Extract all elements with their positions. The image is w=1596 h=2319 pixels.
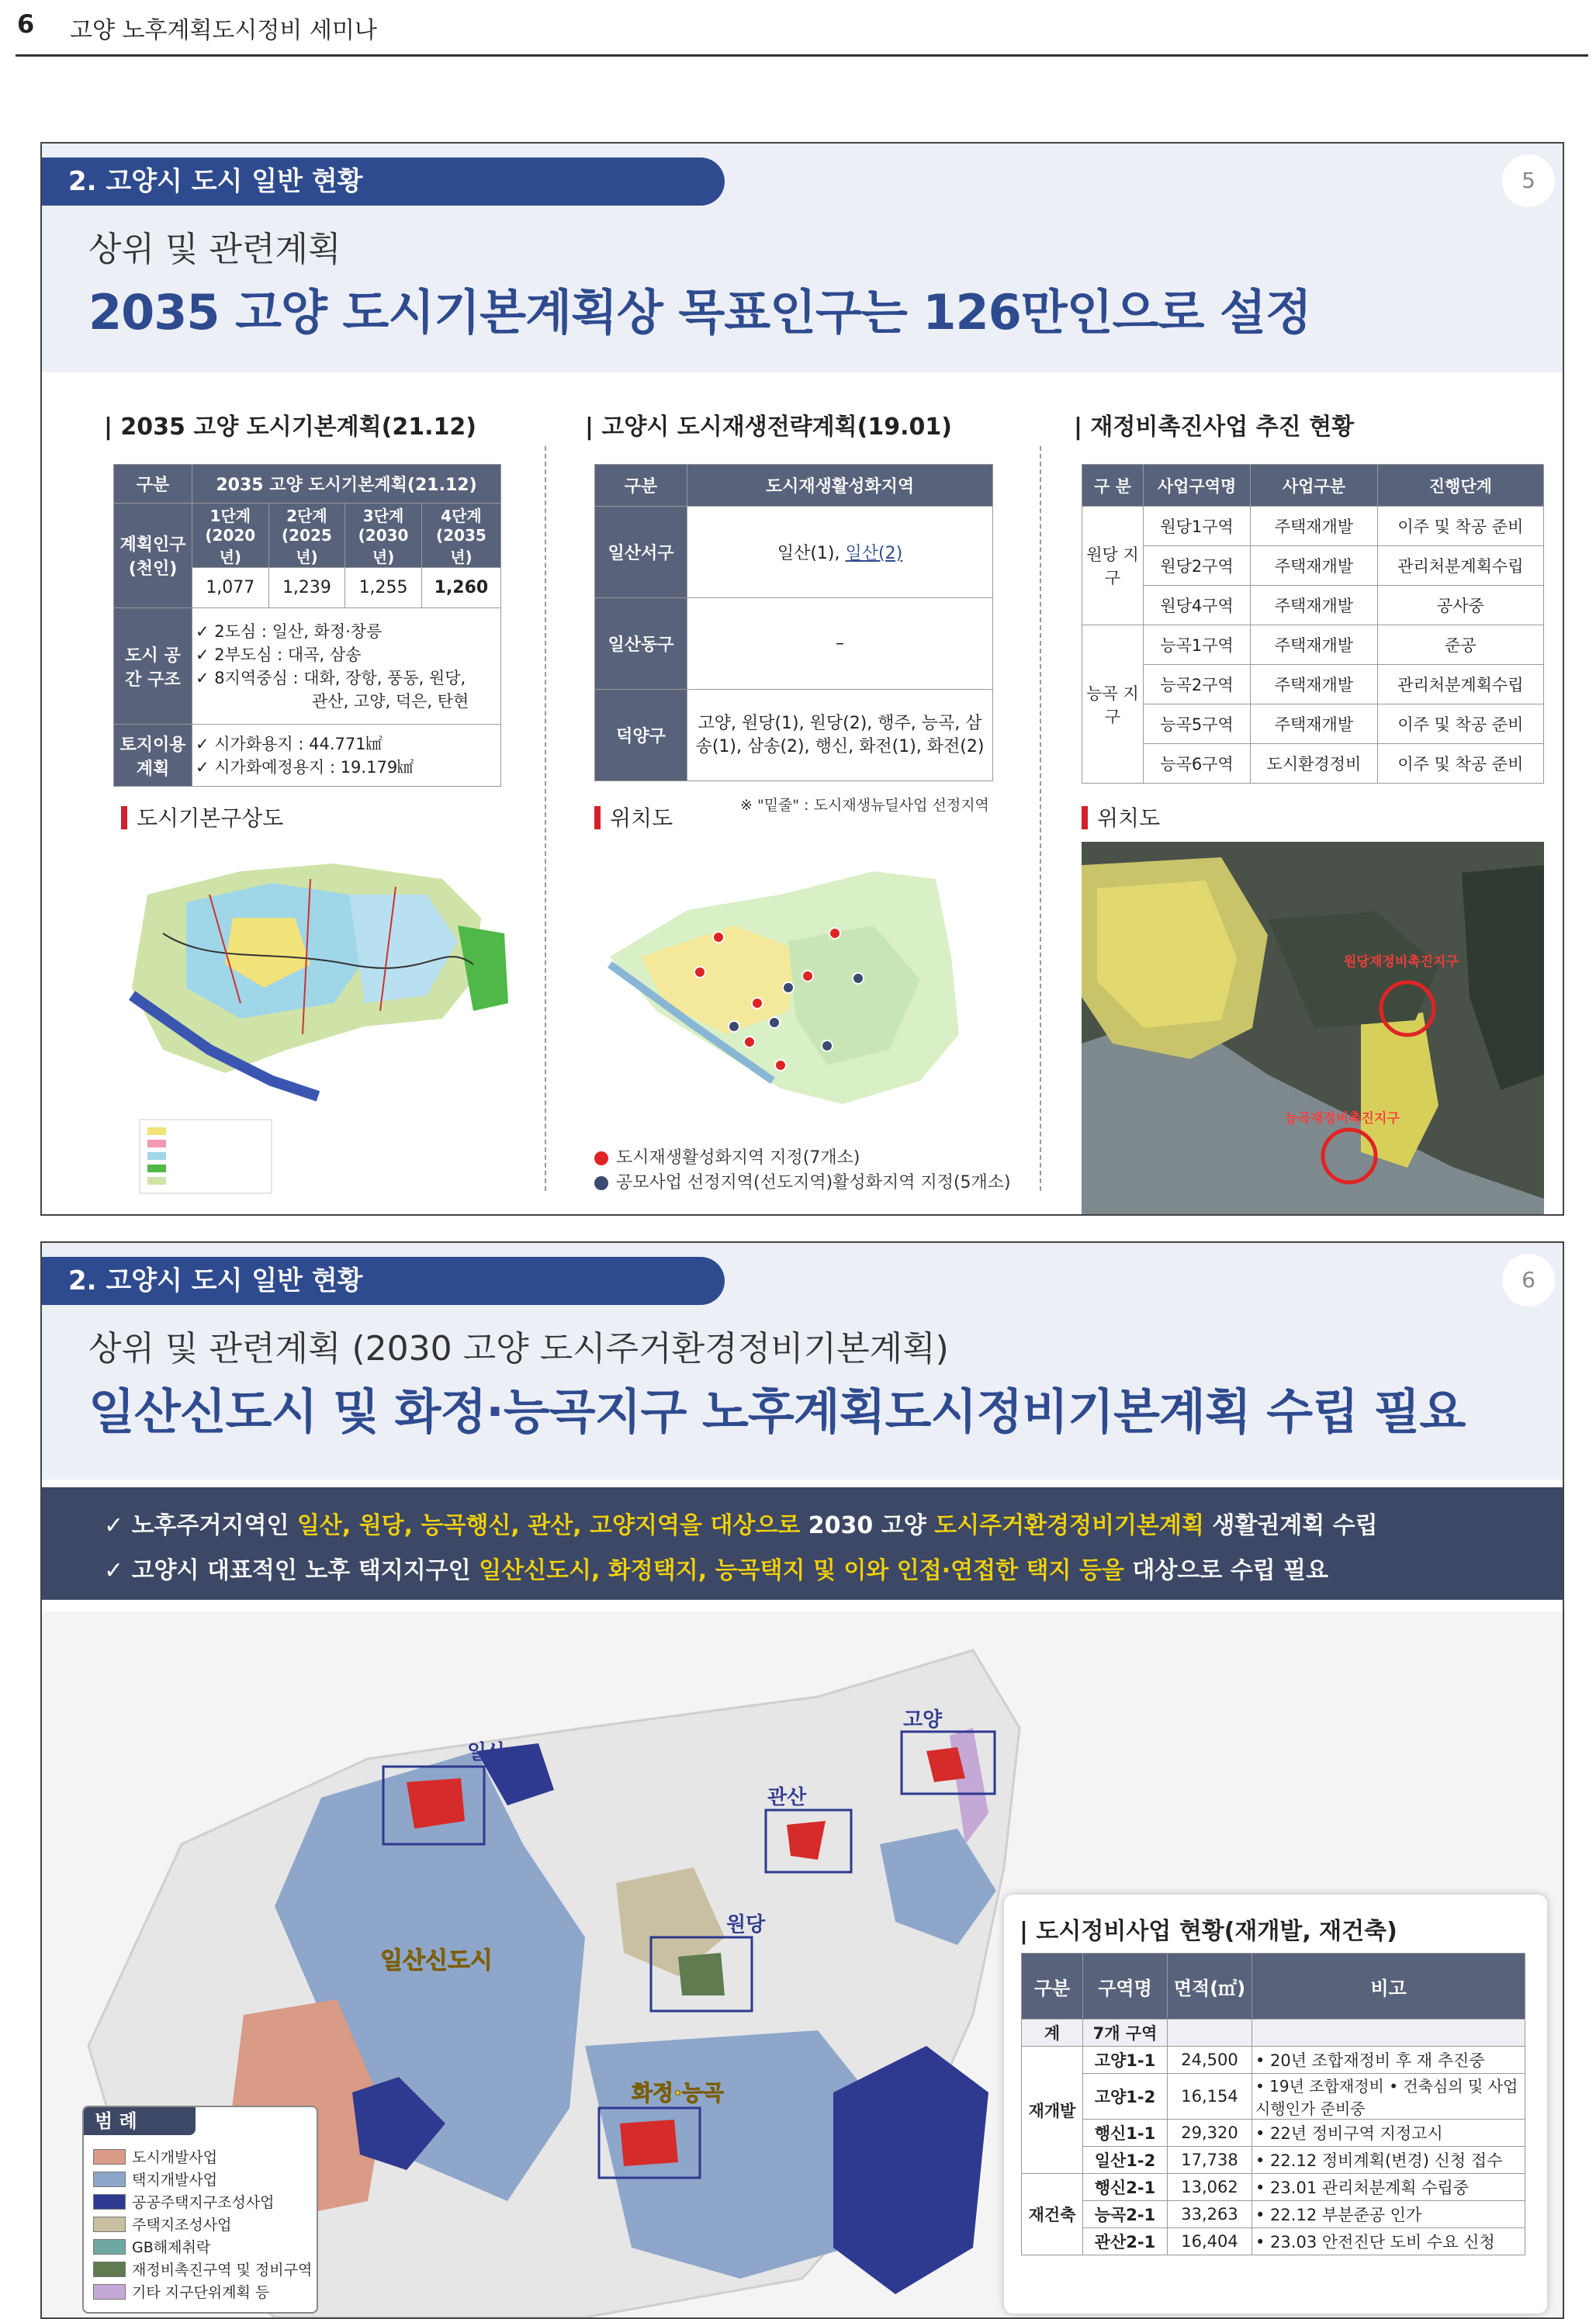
map2-legend-navy xyxy=(594,1169,1011,1193)
banner-text: 생활권계획 수립 xyxy=(1203,1512,1378,1539)
areas-ilsandong: – xyxy=(687,598,993,690)
th-col: 구 분 xyxy=(1082,465,1144,507)
legend-item xyxy=(93,2146,312,2168)
cell: 주택재개발 xyxy=(1251,546,1378,586)
neunggok-label: 능곡재정비촉진지구 xyxy=(1285,1111,1400,1127)
cell: 능곡2-1 xyxy=(1083,2201,1168,2228)
wondang-label: 원당재정비촉진지구 xyxy=(1344,954,1459,970)
slide-headline: 일산신도시 및 화정·능곡지구 노후계획도시정비기본계획 수립 필요 xyxy=(88,1383,1466,1440)
cell: 원당2구역 xyxy=(1144,546,1251,586)
legend-swatch xyxy=(93,2239,126,2255)
th-plan: 2035 고양 도시기본계획(21.12) xyxy=(192,465,501,504)
legend-swatch xyxy=(93,2194,126,2210)
slide-headline: 2035 고양 도시기본계획상 목표인구는 126만인으로 설정 xyxy=(88,284,1311,341)
area-underlined: 일산(2) xyxy=(845,544,903,563)
stage-1: 1단계 (2020년) xyxy=(192,504,269,568)
slide-subtitle: 상위 및 관련계획 (2030 고양 도시주거환경정비기본계획) xyxy=(88,1329,949,1369)
legend-item xyxy=(93,2236,312,2258)
cell: 16,154 xyxy=(1168,2074,1252,2120)
areas-ilsanseo xyxy=(687,507,993,598)
area-text: 일산(1), xyxy=(777,544,846,563)
slide-title-band xyxy=(42,1243,1563,1480)
areas-deogyang: 고양, 원당(1), 원당(2), 행주, 능곡, 삼송(1), 삼송(2), 행신, 화전(1), 화전(2) xyxy=(687,690,993,781)
cell: 이주 및 착공 준비 xyxy=(1377,744,1543,784)
renewal-status-table xyxy=(1021,1953,1525,2255)
marker-bar xyxy=(121,806,127,829)
th-col: 면적(㎡) xyxy=(1168,1954,1252,2020)
cell: • 22.12 정비계획(변경) 신청 접수 xyxy=(1252,2147,1525,2174)
cell: 고양1-1 xyxy=(1083,2047,1168,2074)
group-wondang: 원당 지구 xyxy=(1082,507,1144,625)
cell: 원당4구역 xyxy=(1144,586,1251,625)
struct-items xyxy=(192,608,501,725)
struct-item: ✓ 2도심 : 일산, 화정·창릉 xyxy=(196,621,383,641)
map-label-gwansan: 관산 xyxy=(767,1786,807,1809)
map-label-wondang: 원당 xyxy=(726,1913,766,1937)
struct-item: ✓ 8지역중심 : 대화, 장항, 풍동, 원당, xyxy=(196,668,466,687)
navy-dot-icon xyxy=(594,1176,608,1190)
regen-location-map xyxy=(594,848,1006,1127)
cell: 이주 및 착공 준비 xyxy=(1377,507,1543,546)
col1-title: | 2035 고양 도시기본계획(21.12) xyxy=(104,414,476,441)
cell: 33,263 xyxy=(1168,2201,1252,2228)
cell: 이주 및 착공 준비 xyxy=(1377,704,1543,744)
group-neunggok: 능곡 지구 xyxy=(1082,625,1144,784)
land-item: ✓ 시가화예정용지 : 19.179㎢ xyxy=(196,757,414,777)
map-label-ilsan-newtown: 일산신도시 xyxy=(380,1947,493,1975)
map2-label-text: 위치도 xyxy=(610,805,673,831)
divider xyxy=(545,446,546,1191)
cell: 24,500 xyxy=(1168,2047,1252,2074)
th-area: 도시재생활성화지역 xyxy=(687,465,993,507)
cell: 행신2-1 xyxy=(1083,2174,1168,2201)
cell: 공사중 xyxy=(1377,586,1543,625)
cell: 능곡1구역 xyxy=(1144,625,1251,665)
total-label: 계 xyxy=(1022,2020,1083,2047)
section-tab: 2. 고양시 도시 일반 현황 xyxy=(42,1257,725,1305)
banner-line-1 xyxy=(104,1506,1378,1540)
col3-title: | 재정비촉진사업 추진 현황 xyxy=(1074,414,1355,441)
cell: 13,062 xyxy=(1168,2174,1252,2201)
land-label: 토지이용 계획 xyxy=(114,725,192,787)
legend-label: 주택지조성사업 xyxy=(132,2217,232,2234)
cell: 주택재개발 xyxy=(1251,704,1378,744)
pop-4: 1,260 xyxy=(421,568,500,608)
map3-label xyxy=(1082,801,1160,832)
red-dot-icon xyxy=(594,1151,608,1165)
struct-item: 관산, 고양, 덕은, 탄현 xyxy=(312,691,469,711)
legend-label: 택지개발사업 xyxy=(132,2172,218,2189)
th-col: 비고 xyxy=(1252,1954,1525,2020)
legend-text: 도시재생활성화지역 지정(7개소) xyxy=(616,1148,860,1168)
th-col: 사업구분 xyxy=(1251,465,1378,507)
cell: 준공 xyxy=(1377,625,1543,665)
stage-4: 4단계 (2035년) xyxy=(421,504,500,568)
cell: 일산1-2 xyxy=(1083,2147,1168,2174)
legend-item xyxy=(93,2191,312,2213)
cell: 관리처분계획수립 xyxy=(1377,665,1543,704)
aerial-location-map xyxy=(1082,842,1544,1214)
map-label-hwajeong: 화정·능곡 xyxy=(632,2080,724,2106)
legend-swatch xyxy=(93,2217,126,2232)
map2-label xyxy=(594,801,673,832)
legend-text: 공모사업 선정지역(선도지역)활성화지역 지정(5개소) xyxy=(616,1173,1011,1192)
banner-text: ✓ 고양시 대표적인 노후 택지지구인 xyxy=(104,1557,479,1584)
marker-bar xyxy=(1082,806,1088,829)
gu-ilsandong: 일산동구 xyxy=(595,598,687,690)
cell: 16,404 xyxy=(1168,2228,1252,2255)
cell: 행신1-1 xyxy=(1083,2120,1168,2147)
slide-number: 5 xyxy=(1502,154,1555,207)
plan-table xyxy=(113,464,501,787)
cell: 17,738 xyxy=(1168,2147,1252,2174)
struct-item: ✓ 2부도심 : 대곡, 삼송 xyxy=(196,645,362,664)
legend-item xyxy=(93,2213,312,2236)
summary-banner xyxy=(42,1487,1563,1600)
city-plan-map xyxy=(116,848,520,1197)
map1-label xyxy=(121,801,283,832)
map2-legend-red xyxy=(594,1144,860,1168)
cell: 관리처분계획수립 xyxy=(1377,546,1543,586)
th-gu: 구분 xyxy=(595,465,687,507)
th-col: 구역명 xyxy=(1083,1954,1168,2020)
legend-swatch xyxy=(93,2172,126,2187)
slide-number: 6 xyxy=(1502,1254,1555,1307)
gu-deogyang: 덕양구 xyxy=(595,690,687,781)
th-col: 진행단계 xyxy=(1377,465,1543,507)
th-col: 사업구역명 xyxy=(1144,465,1251,507)
legend-label: 도시개발사업 xyxy=(132,2149,218,2166)
total-value: 7개 구역 xyxy=(1083,2020,1168,2047)
cell: • 22년 정비구역 지정고시 xyxy=(1252,2120,1525,2147)
map-legend xyxy=(82,2106,318,2314)
pop-3: 1,255 xyxy=(345,568,422,608)
cell xyxy=(1252,2020,1525,2047)
page-title: 고양 노후계획도시정비 세미나 xyxy=(70,17,377,44)
cell: 주택재개발 xyxy=(1251,586,1378,625)
divider xyxy=(1040,446,1041,1191)
cell: • 20년 조합재정비 후 재 추진중 xyxy=(1252,2047,1525,2074)
cell: 관산2-1 xyxy=(1083,2228,1168,2255)
slide-6 xyxy=(40,1241,1564,2319)
page-header xyxy=(0,0,1596,57)
legend-label: 기타 지구단위계획 등 xyxy=(132,2284,270,2301)
group-redevelop: 재개발 xyxy=(1022,2047,1083,2174)
cell: • 23.03 안전진단 도비 수요 신청 xyxy=(1252,2228,1525,2255)
cell: 29,320 xyxy=(1168,2120,1252,2147)
panel-title: | 도시정비사업 현황(재개발, 재건축) xyxy=(1020,1918,1397,1945)
map-label-ilsan: 일산 xyxy=(467,1741,507,1764)
th-col: 구분 xyxy=(1022,1954,1083,2020)
underline-note: ※ "밑줄" : 도시재생뉴딜사업 선정지역 xyxy=(740,797,989,814)
renewal-table xyxy=(1082,464,1544,784)
banner-line-2 xyxy=(104,1551,1328,1585)
legend-swatch xyxy=(93,2284,126,2300)
cell: 도시환경정비 xyxy=(1251,744,1378,784)
slide-title-band xyxy=(42,144,1563,372)
cell: 고양1-2 xyxy=(1083,2074,1168,2120)
banner-highlight: 일산신도시, 화정택지, 능곡택지 및 이와 인접·연접한 택지 등을 xyxy=(479,1557,1124,1584)
legend-items xyxy=(93,2146,312,2303)
map-label-goyang: 고양 xyxy=(903,1708,943,1732)
legend-item xyxy=(93,2281,312,2303)
marker-bar xyxy=(594,806,601,829)
cell: 주택재개발 xyxy=(1251,665,1378,704)
cell: 원당1구역 xyxy=(1144,507,1251,546)
slide-subtitle: 상위 및 관련계획 xyxy=(88,230,341,269)
section-tab: 2. 고양시 도시 일반 현황 xyxy=(42,157,725,206)
cell: 능곡5구역 xyxy=(1144,704,1251,744)
stage-2: 2단계 (2025년) xyxy=(268,504,345,568)
regen-table xyxy=(594,464,993,781)
land-items xyxy=(192,725,501,787)
legend-item xyxy=(93,2168,312,2191)
cell: 주택재개발 xyxy=(1251,507,1378,546)
renewal-status-panel xyxy=(1004,1895,1547,2314)
slide-5 xyxy=(40,142,1564,1216)
page-number: 6 xyxy=(17,9,35,39)
cell: • 19년 조합재정비 • 건축심의 및 사업시행인가 준비중 xyxy=(1252,2074,1525,2120)
banner-highlight: 일산, 원당, 능곡행신, 관산, 고양지역을 대상으로 xyxy=(296,1512,801,1539)
header-rule xyxy=(16,54,1588,57)
map3-label-text: 위치도 xyxy=(1097,805,1161,831)
banner-text: 대상으로 수립 필요 xyxy=(1123,1557,1329,1584)
cell xyxy=(1168,2020,1252,2047)
stage-3: 3단계 (2030년) xyxy=(345,504,422,568)
pop-label: 계획인구 (천인) xyxy=(114,504,192,608)
pop-1: 1,077 xyxy=(192,568,269,608)
cell: • 23.01 관리처분계획 수립중 xyxy=(1252,2174,1525,2201)
legend-swatch xyxy=(93,2149,126,2165)
group-rebuild: 재건축 xyxy=(1022,2174,1083,2255)
banner-text: ✓ 노후주거지역인 xyxy=(104,1512,297,1539)
legend-item xyxy=(93,2258,312,2281)
legend-swatch xyxy=(93,2262,126,2277)
legend-title: 범 례 xyxy=(84,2107,196,2135)
struct-label: 도시 공간 구조 xyxy=(114,608,192,725)
legend-label: 재정비촉진구역 및 정비구역 xyxy=(132,2262,313,2279)
pop-2: 1,239 xyxy=(268,568,345,608)
land-item: ✓ 시가화용지 : 44.771㎢ xyxy=(196,734,383,753)
cell: 능곡6구역 xyxy=(1144,744,1251,784)
gu-ilsanseo: 일산서구 xyxy=(595,507,687,598)
banner-text: 2030 고양 xyxy=(800,1512,935,1539)
th-gubun: 구분 xyxy=(114,465,192,504)
banner-highlight: 도시주거환경정비기본계획 xyxy=(934,1512,1204,1539)
col2-title: | 고양시 도시재생전략계획(19.01) xyxy=(585,414,952,441)
legend-label: GB해제취락 xyxy=(132,2239,211,2256)
legend-label: 공공주택지구조성사업 xyxy=(132,2194,275,2211)
cell: 능곡2구역 xyxy=(1144,665,1251,704)
map1-label-text: 도시기본구상도 xyxy=(137,805,284,831)
cell: 주택재개발 xyxy=(1251,625,1378,665)
cell: • 22.12 부분준공 인가 xyxy=(1252,2201,1525,2228)
